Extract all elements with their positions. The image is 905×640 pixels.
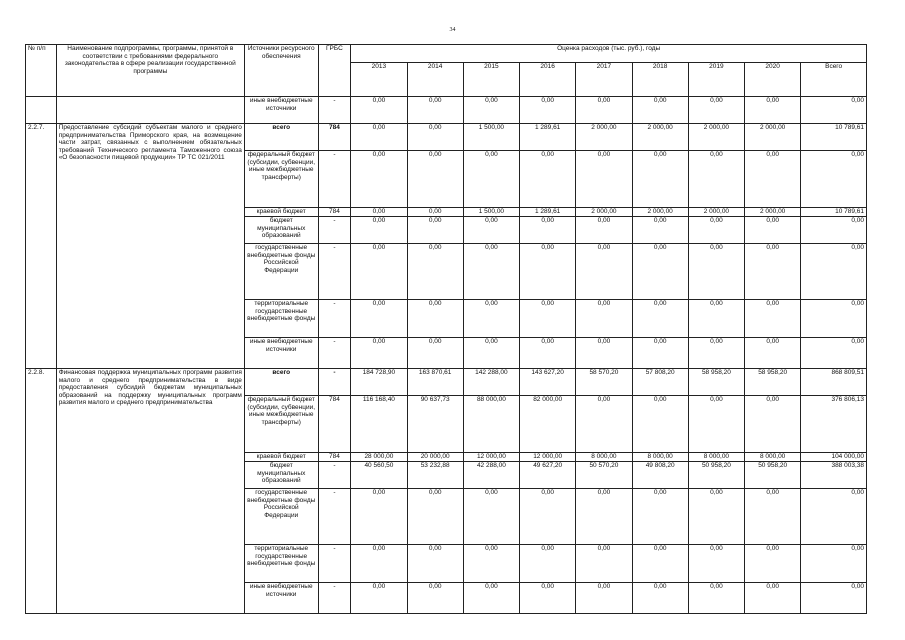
header-year: 2015 [463, 63, 519, 97]
value-cell: 0,00 [632, 545, 688, 583]
value-cell: 0,00 [688, 545, 744, 583]
header-year: 2019 [688, 63, 744, 97]
value-cell: 0,00 [407, 338, 463, 369]
value-cell: 0,00 [745, 217, 801, 244]
value-cell: 0,00 [745, 97, 801, 124]
value-cell: 0,00 [463, 338, 519, 369]
value-cell: 0,00 [407, 244, 463, 300]
value-cell: 143 627,20 [520, 369, 576, 396]
value-cell: 0,00 [688, 217, 744, 244]
total-cell: 0,00 [801, 338, 867, 369]
value-cell: 0,00 [632, 396, 688, 453]
value-cell: 0,00 [688, 396, 744, 453]
table-row [26, 369, 867, 396]
value-cell: 82 000,00 [520, 396, 576, 453]
source-cell: всего [244, 124, 318, 151]
value-cell: 1 289,61 [520, 124, 576, 151]
total-cell: 0,00 [801, 151, 867, 208]
value-cell: 0,00 [745, 244, 801, 300]
value-cell: 0,00 [463, 300, 519, 338]
grbs-cell: - [318, 97, 351, 124]
value-cell: 8 000,00 [745, 453, 801, 462]
value-cell: 2 000,00 [576, 208, 632, 217]
value-cell: 0,00 [407, 489, 463, 545]
value-cell: 0,00 [520, 583, 576, 614]
source-cell: государственные внебюджетные фонды Российской Федерации [244, 489, 318, 545]
value-cell: 12 000,00 [463, 453, 519, 462]
total-cell: 0,00 [801, 300, 867, 338]
value-cell: 0,00 [576, 489, 632, 545]
value-cell: 0,00 [351, 151, 407, 208]
grbs-cell: - [318, 462, 351, 489]
value-cell: 0,00 [407, 151, 463, 208]
value-cell: 0,00 [688, 583, 744, 614]
value-cell: 0,00 [351, 124, 407, 151]
grbs-cell: 784 [318, 124, 351, 151]
value-cell: 0,00 [407, 583, 463, 614]
source-cell: территориальные государственные внебюджетные фонды [244, 545, 318, 583]
value-cell: 0,00 [520, 338, 576, 369]
grbs-cell: - [318, 217, 351, 244]
value-cell: 0,00 [407, 97, 463, 124]
item-code: 2.2.8. [26, 369, 57, 614]
value-cell: 0,00 [407, 208, 463, 217]
value-cell: 0,00 [351, 545, 407, 583]
value-cell: 0,00 [576, 396, 632, 453]
header-grbs: ГРБС [318, 45, 351, 97]
source-cell: иные внебюджетные источники [244, 338, 318, 369]
value-cell: 1 500,00 [463, 208, 519, 217]
item-code: 2.2.7. [26, 124, 57, 369]
value-cell: 0,00 [576, 244, 632, 300]
value-cell: 0,00 [688, 244, 744, 300]
header-year: 2016 [520, 63, 576, 97]
value-cell: 53 232,88 [407, 462, 463, 489]
value-cell: 1 500,00 [463, 124, 519, 151]
table-header [26, 45, 867, 97]
total-cell: 0,00 [801, 545, 867, 583]
source-cell: краевой бюджет [244, 208, 318, 217]
source-cell: бюджет муниципальных образований [244, 217, 318, 244]
value-cell: 0,00 [688, 338, 744, 369]
value-cell: 0,00 [463, 489, 519, 545]
value-cell: 0,00 [520, 300, 576, 338]
source-cell: иные внебюджетные источники [244, 97, 318, 124]
value-cell: 0,00 [688, 97, 744, 124]
source-cell: всего [244, 369, 318, 396]
header-year: 2014 [407, 63, 463, 97]
value-cell: 0,00 [463, 583, 519, 614]
value-cell: 0,00 [632, 151, 688, 208]
value-cell: 0,00 [520, 97, 576, 124]
value-cell: 40 560,50 [351, 462, 407, 489]
value-cell: 0,00 [745, 300, 801, 338]
value-cell: 0,00 [576, 545, 632, 583]
value-cell: 0,00 [520, 545, 576, 583]
value-cell: 0,00 [632, 217, 688, 244]
value-cell: 0,00 [632, 583, 688, 614]
value-cell: 0,00 [463, 151, 519, 208]
value-cell: 0,00 [351, 300, 407, 338]
value-cell: 0,00 [745, 151, 801, 208]
value-cell: 12 000,00 [520, 453, 576, 462]
page-number: 34 [449, 27, 456, 33]
value-cell: 50 958,20 [688, 462, 744, 489]
value-cell: 0,00 [576, 217, 632, 244]
value-cell: 50 570,20 [576, 462, 632, 489]
grbs-cell: - [318, 244, 351, 300]
header-year: 2017 [576, 63, 632, 97]
value-cell: 2 000,00 [632, 208, 688, 217]
row-code [26, 97, 57, 124]
value-cell: 184 728,90 [351, 369, 407, 396]
value-cell: 42 288,00 [463, 462, 519, 489]
value-cell: 0,00 [745, 338, 801, 369]
value-cell: 0,00 [745, 396, 801, 453]
value-cell: 0,00 [351, 97, 407, 124]
grbs-cell: - [318, 583, 351, 614]
value-cell: 142 288,00 [463, 369, 519, 396]
value-cell: 0,00 [351, 583, 407, 614]
value-cell: 20 000,00 [407, 453, 463, 462]
value-cell: 0,00 [351, 338, 407, 369]
value-cell: 0,00 [632, 300, 688, 338]
value-cell: 2 000,00 [688, 124, 744, 151]
grbs-cell: 784 [318, 453, 351, 462]
value-cell: 0,00 [632, 97, 688, 124]
value-cell: 90 637,73 [407, 396, 463, 453]
header-num: № п/п [26, 45, 57, 97]
value-cell: 58 958,20 [688, 369, 744, 396]
value-cell: 0,00 [745, 545, 801, 583]
value-cell: 0,00 [407, 217, 463, 244]
value-cell: 49 627,20 [520, 462, 576, 489]
value-cell: 28 000,00 [351, 453, 407, 462]
source-cell: краевой бюджет [244, 453, 318, 462]
total-cell: 0,00 [801, 97, 867, 124]
value-cell: 0,00 [463, 97, 519, 124]
source-cell: государственные внебюджетные фонды Российской Федерации [244, 244, 318, 300]
grbs-cell: - [318, 300, 351, 338]
value-cell: 58 570,20 [576, 369, 632, 396]
total-cell: 104 000,00 [801, 453, 867, 462]
value-cell: 2 000,00 [745, 208, 801, 217]
value-cell: 2 000,00 [576, 124, 632, 151]
total-cell: 376 806,13 [801, 396, 867, 453]
header-total: Всего [801, 63, 867, 97]
value-cell: 0,00 [463, 244, 519, 300]
header-year: 2013 [351, 63, 407, 97]
value-cell: 0,00 [576, 151, 632, 208]
total-cell: 10 789,61 [801, 208, 867, 217]
value-cell: 0,00 [463, 545, 519, 583]
value-cell: 0,00 [520, 244, 576, 300]
header-year: 2020 [745, 63, 801, 97]
grbs-cell: 784 [318, 396, 351, 453]
value-cell: 0,00 [632, 244, 688, 300]
value-cell: 50 958,20 [745, 462, 801, 489]
value-cell: 0,00 [351, 244, 407, 300]
grbs-cell: - [318, 338, 351, 369]
total-cell: 0,00 [801, 217, 867, 244]
header-name: Наименование подпрограммы, программы, принятой в соответствии с требованиями федерального законодательства в сфере реализации государственной программы [56, 45, 244, 97]
total-cell: 0,00 [801, 489, 867, 545]
grbs-cell: - [318, 489, 351, 545]
value-cell: 0,00 [576, 300, 632, 338]
header-sources: Источники ресурсного обеспечения [244, 45, 318, 97]
value-cell: 0,00 [632, 489, 688, 545]
item-name: Финансовая поддержка муниципальных программ развития малого и среднего предпринимательства в виде предоставления субсидий бюджетам муниципальных образований на поддержку муниципальных программ развития малого и среднего предпринимательства [56, 369, 244, 614]
value-cell: 0,00 [351, 208, 407, 217]
total-cell: 868 809,51 [801, 369, 867, 396]
source-cell: федеральный бюджет (субсидии, субвенции, иные межбюджетные трансферты) [244, 396, 318, 453]
value-cell: 2 000,00 [632, 124, 688, 151]
grbs-cell: - [318, 151, 351, 208]
header-estimate: Оценка расходов (тыс. руб.), годы [351, 45, 867, 63]
total-cell: 0,00 [801, 583, 867, 614]
value-cell: 2 000,00 [745, 124, 801, 151]
value-cell: 116 168,40 [351, 396, 407, 453]
source-cell: территориальные государственные внебюджетные фонды [244, 300, 318, 338]
value-cell: 0,00 [576, 583, 632, 614]
value-cell: 0,00 [745, 583, 801, 614]
grbs-cell: - [318, 545, 351, 583]
value-cell: 0,00 [351, 217, 407, 244]
value-cell: 0,00 [688, 489, 744, 545]
item-name: Предоставление субсидий субъектам малого и среднего предпринимательства Приморского края, на возмещение части затрат, связанных с выполнением обязательных требований Технического регламента Таможенного союза «О безопасности пищевой продукции» ТР ТС 021/2011 [56, 124, 244, 369]
source-cell: бюджет муниципальных образований [244, 462, 318, 489]
value-cell: 0,00 [407, 124, 463, 151]
value-cell: 88 000,00 [463, 396, 519, 453]
value-cell: 0,00 [576, 338, 632, 369]
value-cell: 2 000,00 [688, 208, 744, 217]
value-cell: 57 808,20 [632, 369, 688, 396]
total-cell: 10 789,61 [801, 124, 867, 151]
value-cell: 0,00 [351, 489, 407, 545]
total-cell: 388 003,38 [801, 462, 867, 489]
value-cell: 0,00 [745, 489, 801, 545]
budget-table [25, 44, 867, 614]
value-cell: 0,00 [407, 545, 463, 583]
value-cell: 49 808,20 [632, 462, 688, 489]
value-cell: 0,00 [520, 151, 576, 208]
value-cell: 0,00 [688, 300, 744, 338]
value-cell: 8 000,00 [576, 453, 632, 462]
value-cell: 0,00 [520, 217, 576, 244]
value-cell: 8 000,00 [632, 453, 688, 462]
value-cell: 58 958,20 [745, 369, 801, 396]
grbs-cell: 784 [318, 208, 351, 217]
row-name [56, 97, 244, 124]
value-cell: 0,00 [463, 217, 519, 244]
value-cell: 0,00 [688, 151, 744, 208]
value-cell: 0,00 [407, 300, 463, 338]
total-cell: 0,00 [801, 244, 867, 300]
table-row [26, 124, 867, 151]
value-cell: 1 289,61 [520, 208, 576, 217]
header-year: 2018 [632, 63, 688, 97]
value-cell: 163 870,61 [407, 369, 463, 396]
value-cell: 0,00 [520, 489, 576, 545]
value-cell: 0,00 [576, 97, 632, 124]
table-body [26, 97, 867, 614]
table-row [26, 97, 867, 124]
value-cell: 0,00 [632, 338, 688, 369]
grbs-cell: - [318, 369, 351, 396]
source-cell: федеральный бюджет (субсидии, субвенции, иные межбюджетные трансферты) [244, 151, 318, 208]
source-cell: иные внебюджетные источники [244, 583, 318, 614]
value-cell: 8 000,00 [688, 453, 744, 462]
